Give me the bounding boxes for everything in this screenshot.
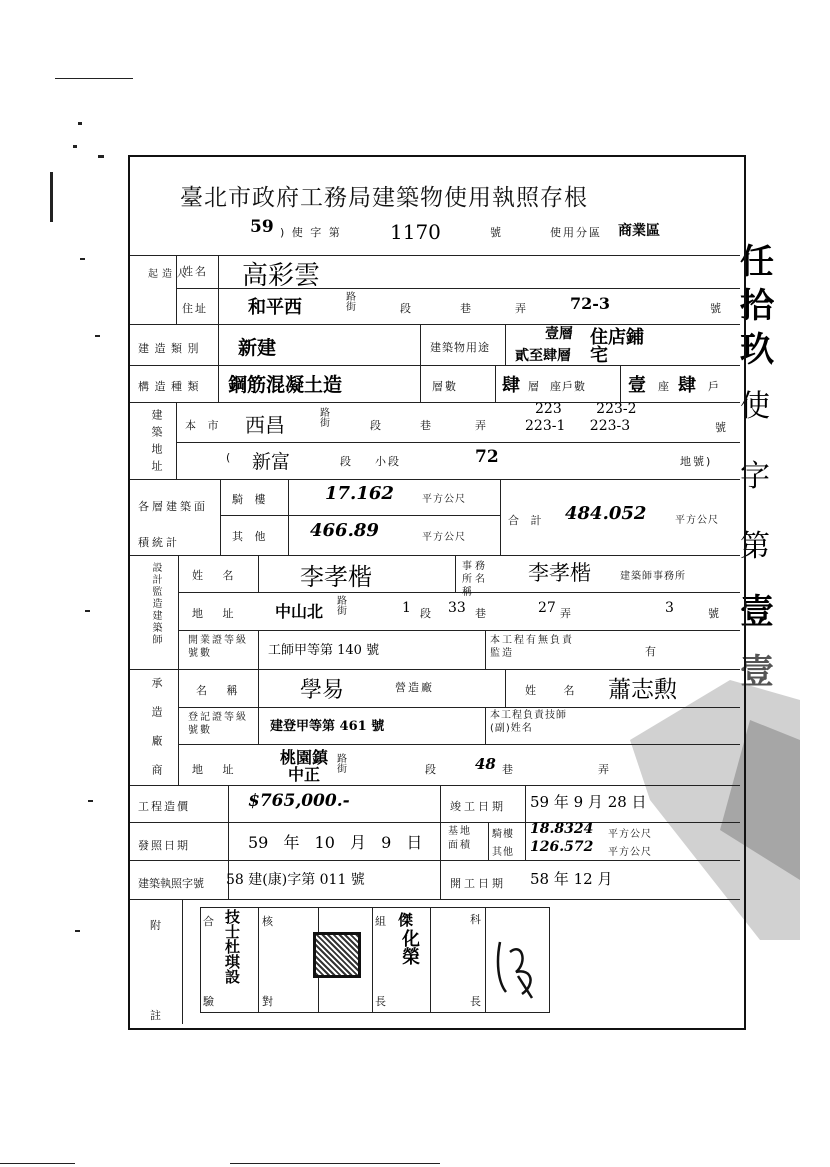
side-stamp [740,240,800,702]
col-line [440,785,441,899]
margin-mark [98,155,104,158]
contractor-addr-xiang: 巷 [502,763,517,776]
contractor-reg-label: 登記證等級號數 [188,712,248,736]
build-use-line2: 貳至肆層 [515,348,571,364]
row-line [130,255,740,256]
col-line [182,899,183,1024]
applicant-addr-duan: 段 [400,302,415,315]
remarks-signature-1: 傑 [398,911,414,929]
row-line [130,402,740,403]
section-chief-signature [492,932,542,1002]
architect-supervise-label: 本工程有無負責監造 [490,635,574,659]
contractor-addr-duan: 段 [425,763,440,776]
site-nong: 弄 [475,419,490,432]
col-line [258,907,259,1013]
remarks-label-bottom: 註 [150,1009,165,1022]
margin-mark [78,122,82,125]
side-stamp-char: 第 [740,529,770,564]
col-line [258,555,259,592]
contractor-tech-label: 本工程負責技師(副)姓名 [490,710,567,734]
contractor-name: 學易 [300,678,345,703]
col-line [218,255,219,324]
row-line [178,592,740,593]
margin-mark [50,172,53,222]
architect-group: 設計監造建築師 [150,562,161,646]
build-use-value: 住店鋪宅 [590,327,644,366]
header-prefix: 59 [250,217,274,237]
col-line [372,907,373,1013]
floors-unit: 層 [528,380,543,393]
architect-addr-duan: 段 [420,607,435,620]
site-area-other-label: 其他 [492,847,514,858]
side-stamp-char: 使 [740,389,770,424]
side-stamp-char: 拾 [740,286,774,326]
side-stamp-char: 壹 [740,652,774,692]
col-line [218,324,219,402]
architect-addr-road-name: 中山北 [275,602,324,621]
col-line [488,822,489,860]
architect-addr-duan-no: 1 [402,600,411,616]
applicant-addr-xiang: 巷 [460,302,475,315]
remarks-col-ke: 科 [470,913,485,926]
architect-addr-road: 路街 [337,596,348,617]
col-line [176,402,177,479]
contractor-group: 承造廠商 [150,677,163,793]
remarks-col-zhang: 長 [375,995,390,1008]
area-total-value: 484.052 [565,503,647,524]
structure-label: 構 造 種 類 [138,380,200,393]
area-total-unit: 平方公尺 [675,515,719,526]
col-line [420,324,421,402]
contractor-name-suffix: 營造廠 [395,681,434,694]
site-no-bottom: 223-1 223-3 [525,418,631,434]
architect-addr-xiang: 巷 [475,607,490,620]
architect-name-label: 姓 名 [192,569,242,582]
site-area-label: 基地面積 [448,826,472,851]
site-lot-no: 72 [475,447,499,467]
margin-mark [75,930,80,932]
contractor-addr-xiang-no: 48 [475,755,496,773]
remarks-col-he: 合 [203,915,218,928]
build-type-value: 新建 [238,337,277,359]
col-line [485,707,486,744]
col-line [258,630,259,669]
remarks-inspector: 技士杜琪設 [223,909,241,984]
site-lot-sec: 新富 [252,451,291,473]
col-line [178,555,179,785]
contractor-addr-road-name: 中正 [288,765,321,784]
start-value: 58 年 12 月 [530,870,613,888]
row-line [130,365,740,366]
applicant-name: 高彩雲 [242,261,321,291]
remarks-col-zhang2: 長 [470,995,485,1008]
side-stamp-char: 壹 [740,592,774,632]
build-type-label: 建 造 類 別 [138,342,200,355]
row-line [220,515,500,516]
structure-value: 鋼筋混凝土造 [228,374,343,396]
area-other-label: 其 他 [232,530,270,543]
contractor-reg: 建登甲等第 461 號 [270,719,385,734]
architect-license-label: 開業證等級號數 [188,635,248,659]
margin-mark [88,800,93,802]
permit-value: 58 建(康)字第 011 號 [226,872,365,888]
contractor-person-label: 姓 名 [525,684,587,697]
units-value2: 肆 [678,375,696,396]
contractor-person: 蕭志勲 [608,677,677,703]
area-arcade-label: 騎 樓 [232,493,270,506]
floors-label: 層數 [432,380,458,393]
area-total-label: 合 計 [508,514,546,527]
col-line [220,479,221,555]
row-line [178,707,740,708]
architect-addr-label: 地 址 [192,607,242,620]
architect-addr-no: 3 [665,600,674,616]
area-group: 各層建築面積統計 [138,500,208,549]
applicant-addr-road: 路街 [346,292,357,313]
zone-value: 商業區 [618,223,660,239]
permit-form [128,155,746,1030]
cost-label: 工程造價 [138,800,190,813]
site-lot-sub: 小段 [375,455,401,468]
row-line [130,860,740,861]
row-line [178,744,740,745]
row-line [176,442,740,443]
side-stamp-char: 玖 [740,330,774,370]
area-arcade-unit: 平方公尺 [422,494,466,505]
contractor-addr-label: 地 址 [192,763,242,776]
applicant-addr-label: 住址 [182,302,208,315]
remarks-col-dui: 對 [262,995,277,1008]
site-area-arcade-unit: 平方公尺 [608,829,652,840]
row-line [130,785,740,786]
applicant-group-1: 起造人 [148,269,190,280]
remarks-signature-2: 化榮 [399,929,420,965]
inspection-seal [313,932,361,978]
site-duan: 段 [370,419,385,432]
form-title: 臺北市政府工務局建築物使用執照存根 [180,185,588,211]
issue-value: 59 年 10 月 9 日 [248,833,423,852]
area-arcade-value: 17.162 [325,483,394,504]
applicant-addr: 和平西 [248,297,302,318]
row-line [130,899,740,900]
build-use-label: 建築物用途 [430,341,490,354]
architect-addr-nong: 弄 [560,607,575,620]
site-hao: 號 [715,421,730,434]
architect-office-suffix: 建築師事務所 [620,571,686,582]
applicant-addr-no: 72-3 [570,294,611,313]
bottom-rule [0,1163,75,1164]
site-area-other-unit: 平方公尺 [608,847,652,858]
col-line [495,365,496,402]
side-stamp-char: 字 [740,459,770,494]
units-value: 壹 [628,375,646,396]
header-number: 1170 [390,220,441,244]
permit-label: 建築執照字號 [138,877,204,890]
applicant-addr-hao: 號 [710,302,725,315]
remarks-col-yan: 驗 [203,995,218,1008]
site-area-other: 126.572 [530,839,594,855]
row-line [130,822,740,823]
col-line [288,479,289,555]
units-label: 座戶數 [550,380,586,393]
architect-office-label: 事務所名稱 [462,561,488,598]
done-label: 竣工日期 [450,800,506,813]
remarks-col-he2: 核 [262,915,277,928]
col-line [505,669,506,707]
col-line [525,822,526,860]
applicant-name-label: 姓名 [182,265,208,278]
area-other-value: 466.89 [310,520,379,541]
issue-label: 發照日期 [138,839,190,852]
row-line [130,555,740,556]
cost-value: $765,000.- [248,791,350,811]
col-line [505,324,506,365]
units-unit: 戶 [708,380,723,393]
applicant-addr-nong: 弄 [515,302,530,315]
contractor-addr-city: 桃園鎮 [280,748,329,767]
header-zi: ) 使 字 第 [280,226,342,239]
build-use-line1: 壹層 [545,326,573,342]
site-area-arcade: 18.8324 [530,821,594,837]
bottom-rule [230,1163,440,1164]
col-line [485,630,486,669]
architect-office: 李孝楷 [528,561,591,585]
site-road: 路街 [320,408,331,429]
col-line [258,707,259,744]
remarks-label-top: 附 [150,919,165,932]
header-hao: 號 [490,226,505,239]
start-label: 開工日期 [450,877,506,890]
row-line [130,479,740,480]
col-line [620,365,621,402]
contractor-name-label: 名 稱 [196,684,246,697]
col-line [525,785,526,822]
architect-supervise: 有 [645,645,660,658]
architect-name: 李孝楷 [300,563,372,591]
margin-mark [95,335,100,337]
site-district: 西昌 [245,413,285,437]
floors-value: 肆 [502,375,520,396]
col-line [500,479,501,555]
done-value: 59 年 9 月 28 日 [530,793,647,811]
row-line [130,324,740,325]
architect-addr-nong-no: 27 [538,600,556,616]
col-line [430,907,431,1013]
margin-mark [73,145,77,148]
architect-license: 工師甲等第 140 號 [268,643,380,658]
side-stamp-char: 任 [740,242,774,282]
architect-addr-xiang-no: 33 [448,600,466,616]
contractor-addr-road: 路街 [337,754,348,775]
site-lot-close: 地號) [680,455,713,468]
site-area-arcade-label: 騎樓 [492,829,514,840]
col-line [258,669,259,707]
site-group: 建築地址 [150,409,163,477]
row-line [130,669,740,670]
site-lot-duan: 段 [340,455,355,468]
margin-mark [80,258,85,260]
margin-rule [55,78,133,79]
zone-label: 使用分區 [550,226,602,239]
col-line [455,555,456,592]
architect-addr-hao: 號 [708,607,723,620]
area-other-unit: 平方公尺 [422,532,466,543]
contractor-addr-nong: 弄 [598,763,613,776]
margin-mark [85,610,90,612]
site-lot-open: ( [226,451,235,464]
col-line [485,907,486,1013]
site-no-top: 223 223-2 [535,401,637,417]
site-xiang: 巷 [420,419,435,432]
units-mid: 座 [658,380,673,393]
remarks-col-zu: 組 [375,915,390,928]
row-line [178,630,740,631]
site-city: 本 市 [185,419,223,432]
